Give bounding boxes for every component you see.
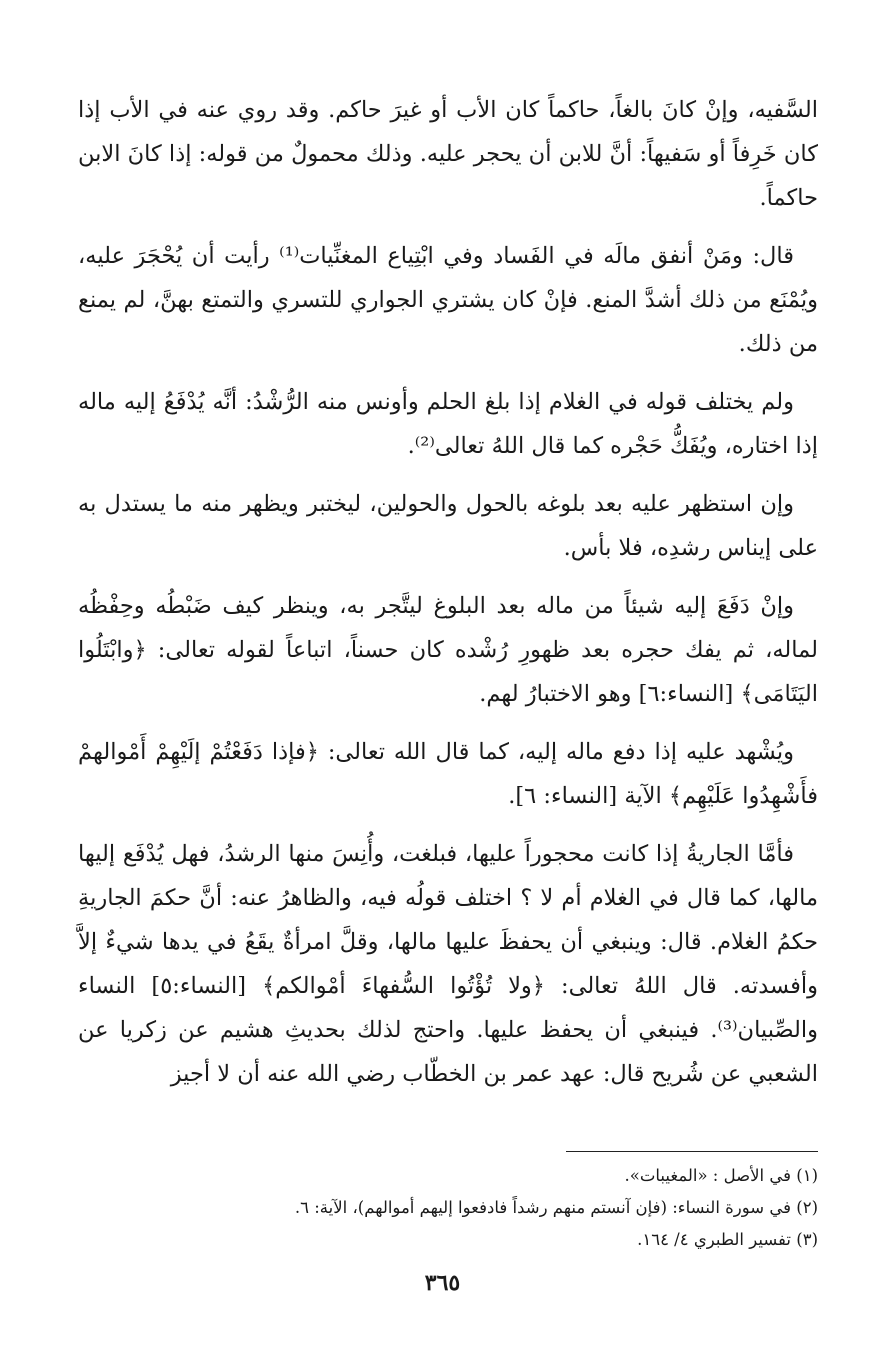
footnote: (٣) تفسير الطبري ٤/ ١٦٤.	[637, 1230, 818, 1249]
paragraph: فأمَّا الجاريةُ إذا كانت محجوراً عليها، فبلغت، وأُنِسَ منها الرشدُ، فهل يُدْفَع إليها مالها، كما قال في الغلام أم لا ؟ اختلف قولُه فيه، والظاهرُ عنه: أنَّ حكمَ الجاريةِ حكمُ الغلام. قال: وينبغي أن يحفظَ عليها مالها، وقلَّ امرأةٌ يقَعُ في يدها شيءٌ إلاَّ وأفسدته. قال اللهُ تعالى: ﴿ولا تُؤْتُوا السُّفهاءَ أمْوالكم﴾ [النساء:٥] النساء والصِّبيان⁽³⁾. فينبغي أن يحفظ عليها. واحتج لذلك بحديثِ هشيم عن زكريا عن الشعبي عن شُريح قال: عهد عمر بن الخطّاب رضي الله عنه أن لا أجيز	[78, 841, 818, 1087]
main-text	[78, 88, 818, 1110]
paragraph: ولم يختلف قوله في الغلام إذا بلغ الحلم وأونس منه الرُّشْدُ: أنَّه يُدْفَعُ إليه ماله إذا اختاره، ويُفَكُّ حَجْره كما قال اللهُ تعالى⁽²⁾.	[78, 389, 818, 459]
paragraph: وإن استظهر عليه بعد بلوغه بالحول والحولين، ليختبر ويظهر منه ما يستدل به على إيناس رشدِه، فلا بأس.	[78, 491, 818, 561]
footnote-divider	[566, 1151, 818, 1152]
footnote: (٢) في سورة النساء: (فإن آنستم منهم رشداً فادفعوا إليهم أموالهم)، الآية: ٦.	[294, 1198, 818, 1217]
footnotes	[78, 1160, 818, 1256]
footnote: (١) في الأصل : «المغيبات».	[624, 1166, 818, 1185]
paragraph: وإنْ دَفَعَ إليه شيئاً من ماله بعد البلوغ ليتَّجر به، وينظر كيف ضَبْطُه وحِفْظُه لماله، ثم يفك حجره بعد ظهورِ رُشْده كان حسناً، اتباعاً لقوله تعالى: ﴿وابْتَلُوا اليَتَامَى﴾ [النساء:٦] وهو الاختبارُ لهم.	[78, 593, 818, 707]
paragraph: قال: ومَنْ أنفق مالَه في الفَساد وفي ابْتِياع المغنِّيات⁽¹⁾ رأيت أن يُحْجَرَ عليه، ويُمْنَع من ذلك أشدَّ المنع. فإنْ كان يشتري الجواري للتسري والتمتع بهنَّ، لم يمنع من ذلك.	[78, 243, 818, 357]
page-number: ٣٦٥	[424, 1270, 461, 1296]
paragraph: ويُشْهد عليه إذا دفع ماله إليه، كما قال الله تعالى: ﴿فإذا دَفَعْتُمْ إلَيْهِمْ أَمْوالهمْ فأَشْهِدُوا عَلَيْهِم﴾ الآية [النساء: ٦].	[78, 739, 818, 809]
paragraph: السَّفيه، وإنْ كانَ بالغاً، حاكماً كان الأب أو غيرَ حاكم. وقد روي عنه في الأب إذا كان خَرِفاً أو سَفيهاً: أنَّ للابن أن يحجر عليه. وذلك محمولٌ من قوله: إذا كانَ الابن حاكماً.	[78, 97, 818, 211]
